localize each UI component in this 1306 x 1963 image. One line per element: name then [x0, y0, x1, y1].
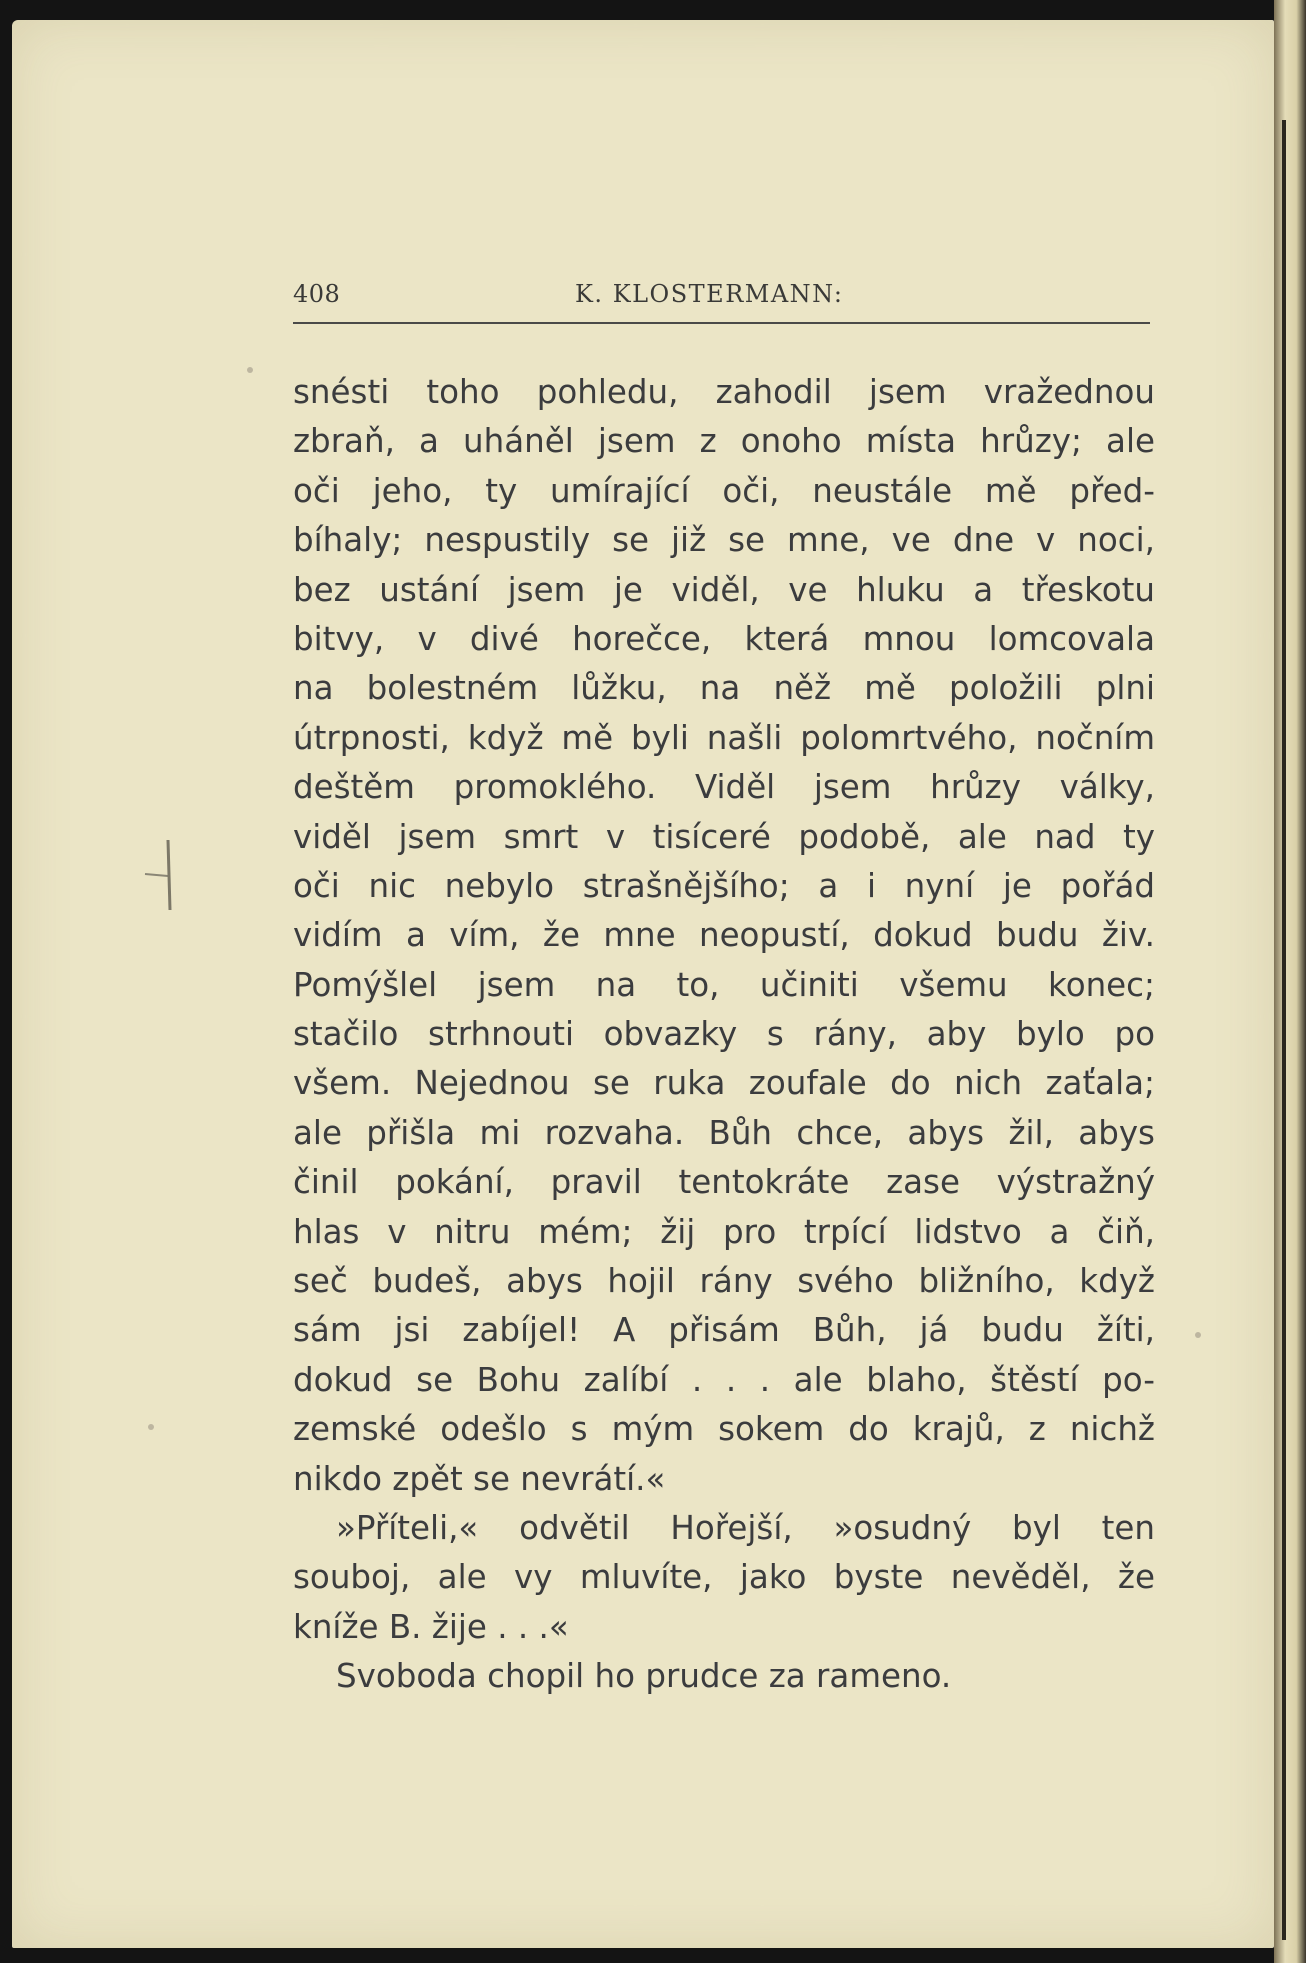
- text-line: snésti toho pohledu, zahodil jsem vražednou: [293, 373, 1155, 411]
- text-line: oči nic nebylo strašnějšího; a i nyní je pořád: [293, 866, 1155, 905]
- text-line: ale přišla mi rozvaha. Bůh chce, abys žil, abys: [293, 1113, 1155, 1152]
- paper-speck: [1195, 1332, 1201, 1338]
- text-line: činil pokání, pravil tentokráte zase výstražný: [293, 1163, 1155, 1202]
- text-line: bíhaly; nespustily se již se mne, ve dne v noci,: [293, 521, 1155, 560]
- text-line: viděl jsem smrt v tisíceré podobě, ale nad ty: [293, 817, 1155, 856]
- text-line: vidím a vím, že mne neopustí, dokud budu živ.: [293, 916, 1155, 955]
- text-line: sám jsi zabíjel! A přisám Bůh, já budu žíti,: [293, 1311, 1155, 1350]
- paper-speck: [148, 1424, 154, 1430]
- text-line: na bolestném lůžku, na něž mě položili plni: [293, 669, 1155, 708]
- margin-pencil-mark: [140, 832, 180, 912]
- running-header: [293, 280, 1150, 320]
- paper-speck: [247, 367, 253, 373]
- text-line: Pomýšlel jsem na to, učiniti všemu konec;: [293, 965, 1155, 1004]
- gutter-line: [1282, 120, 1286, 1940]
- book-spine-edge: [1274, 0, 1306, 1963]
- text-line: bitvy, v divé horečce, která mnou lomcovala: [293, 619, 1155, 658]
- body-text: [293, 368, 1155, 1702]
- text-line: seč budeš, abys hojil rány svého bližního, když: [293, 1262, 1155, 1301]
- running-title: K. KLOSTERMANN:: [575, 280, 844, 308]
- text-line: souboj, ale vy mluvíte, jako byste nevěděl, že: [293, 1558, 1155, 1597]
- text-line: hlas v nitru mém; žij pro trpící lidstvo a čiň,: [293, 1212, 1155, 1251]
- text-line: stačilo strhnouti obvazky s rány, aby bylo po: [293, 1015, 1155, 1054]
- header-rule: [293, 322, 1150, 324]
- page-number: 408: [293, 280, 341, 308]
- text-line: všem. Nejednou se ruka zoufale do nich zaťala;: [293, 1064, 1155, 1103]
- text-line: Svoboda chopil ho prudce za rameno.: [336, 1657, 952, 1696]
- text-line: nikdo zpět se nevrátí.«: [293, 1459, 666, 1498]
- text-line: kníže B. žije . . .«: [293, 1607, 569, 1646]
- text-line: útrpnosti, když mě byli našli polomrtvého, nočním: [293, 718, 1155, 757]
- text-line: oči jeho, ty umírající oči, neustále mě před-: [293, 471, 1155, 510]
- text-line: zbraň, a uháněl jsem z onoho místa hrůzy; ale: [293, 422, 1155, 461]
- text-line: dokud se Bohu zalíbí . . . ale blaho, štěstí po-: [293, 1360, 1155, 1399]
- text-line: deštěm promoklého. Viděl jsem hrůzy války,: [293, 768, 1155, 807]
- text-line: »Příteli,« odvětil Hořejší, »osudný byl ten: [336, 1508, 1155, 1547]
- text-line: bez ustání jsem je viděl, ve hluku a třeskotu: [293, 570, 1155, 609]
- text-line: zemské odešlo s mým sokem do krajů, z nichž: [293, 1410, 1155, 1449]
